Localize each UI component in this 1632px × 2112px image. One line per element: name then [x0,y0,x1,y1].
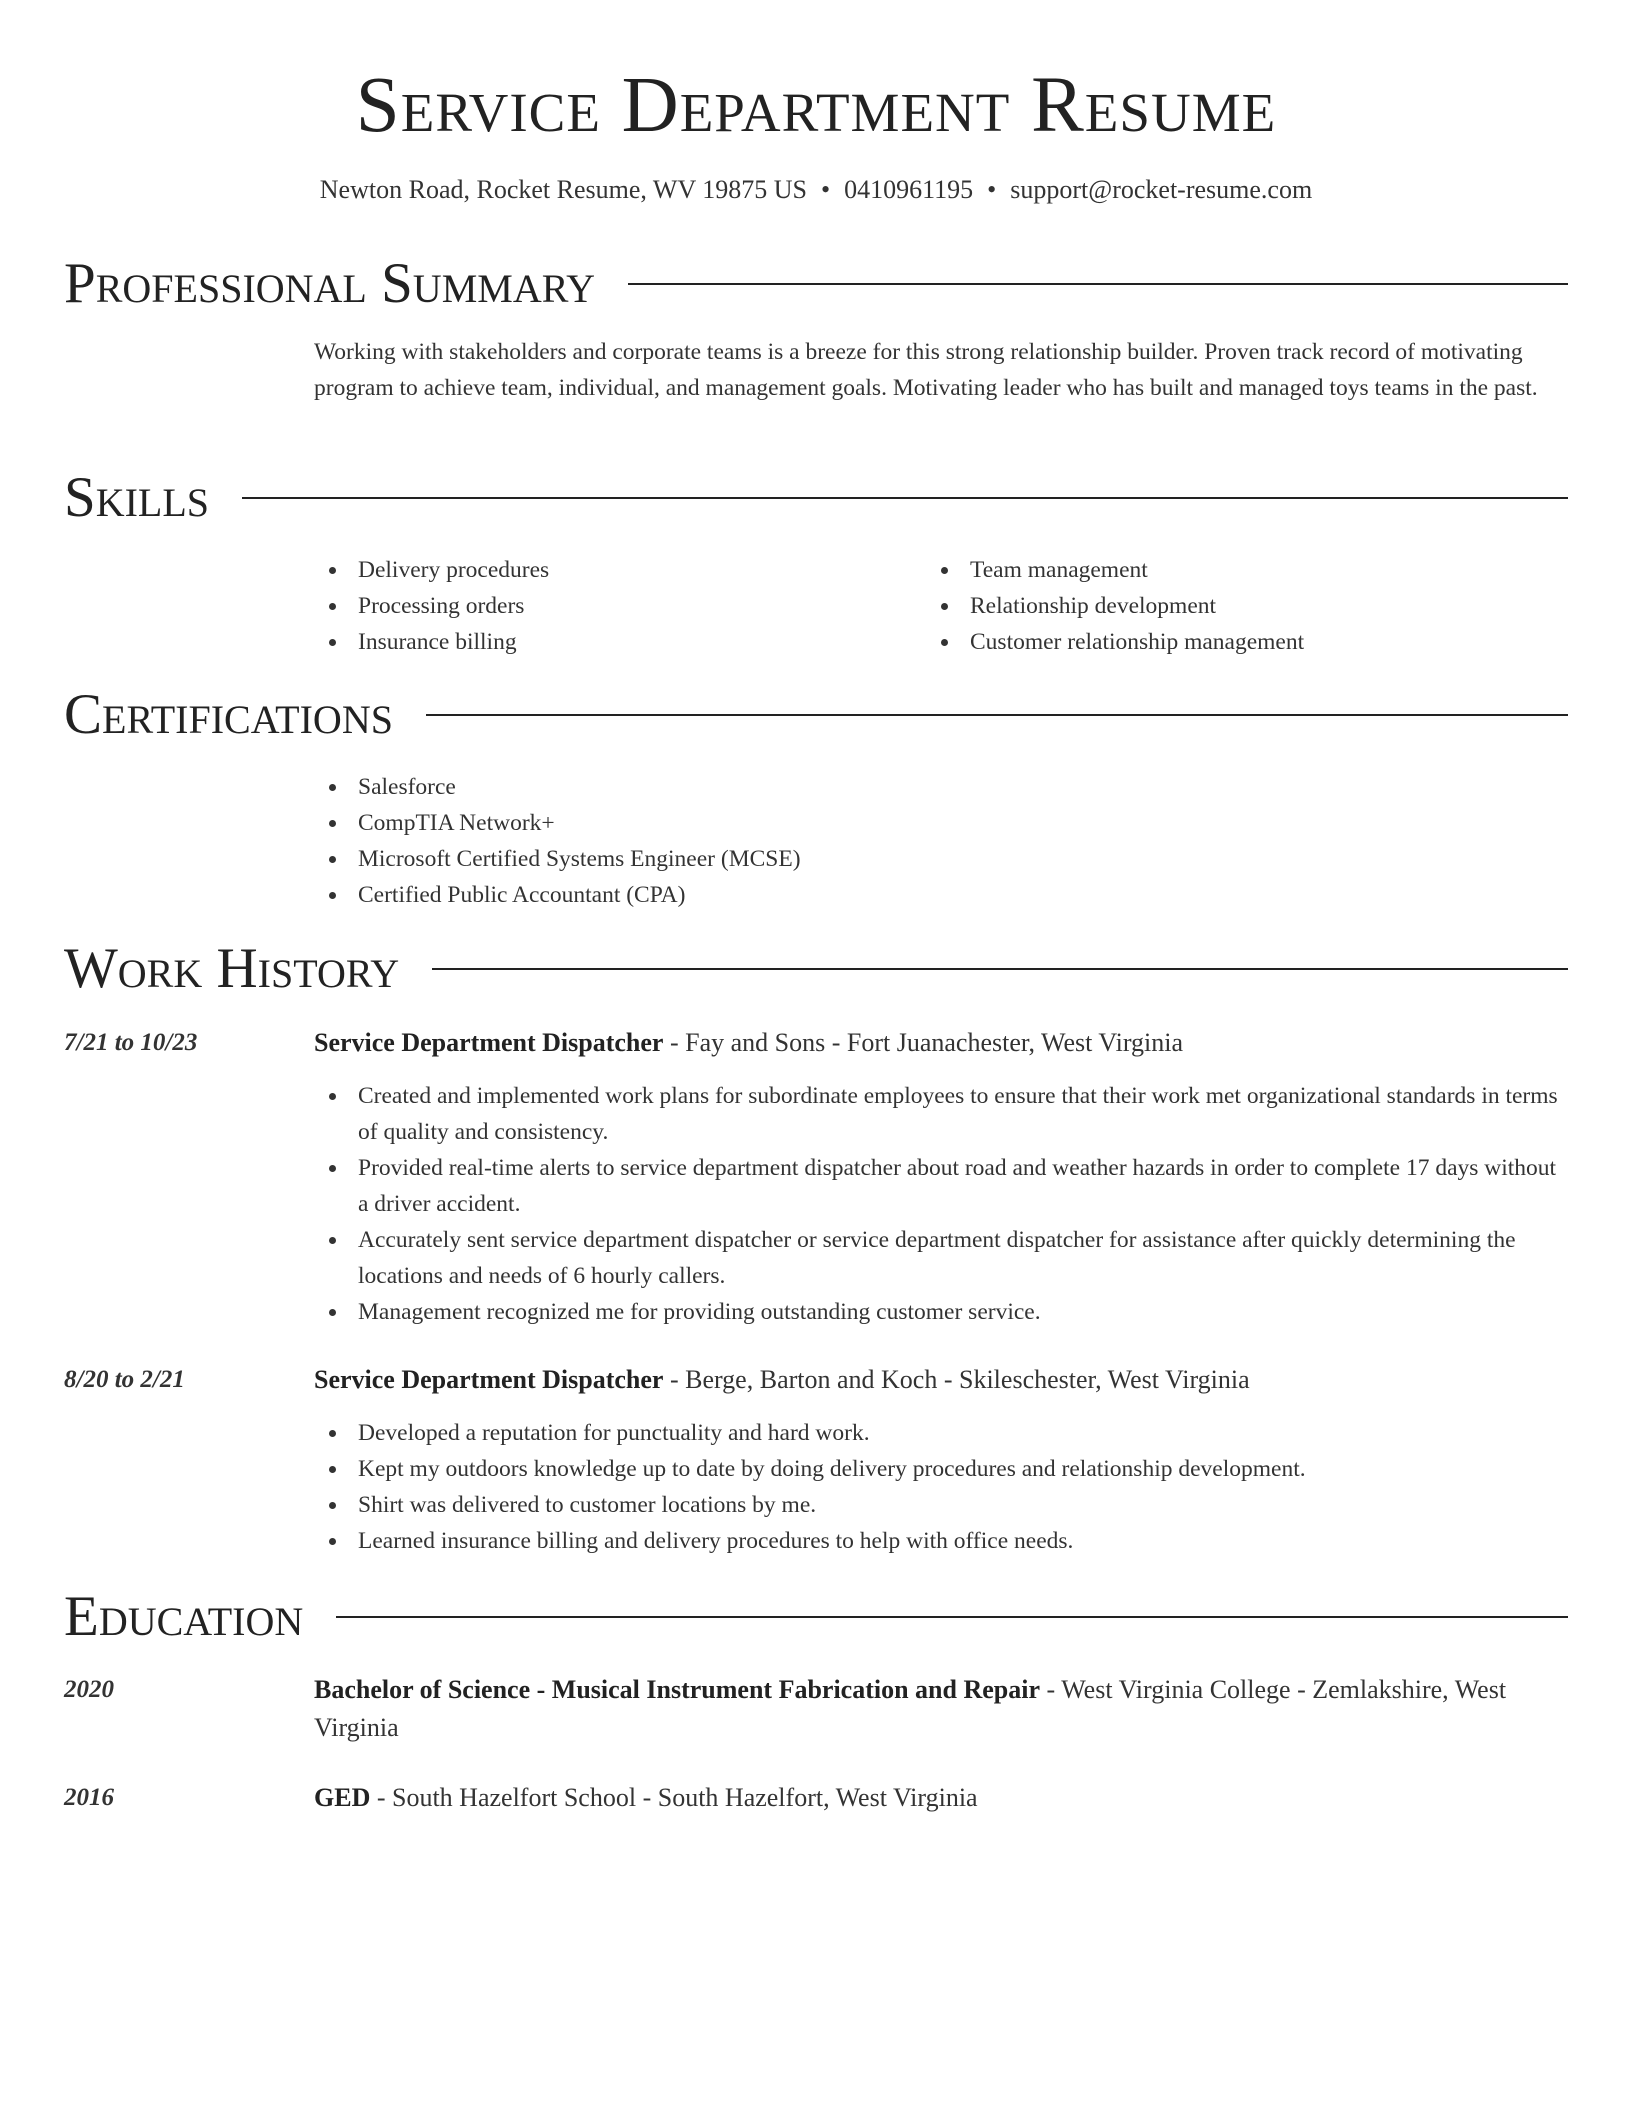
section-divider [336,1616,1568,1618]
job-bullet: Created and implemented work plans for subordinate employees to ensure that their work met organizational standards in terms of quality and consistency. [314,1078,1568,1150]
education-details: - South Hazelfort School - South Hazelfort, West Virginia [370,1783,978,1812]
job-dates: 8/20 to 2/21 [64,1366,185,1393]
summary-heading: Professional Summary [64,252,596,315]
job-bullet: Kept my outdoors knowledge up to date by doing delivery procedures and relationship development. [314,1451,1568,1487]
job-bullet: Developed a reputation for punctuality and hard work. [314,1415,1568,1451]
job-details: - Fay and Sons - Fort Juanachester, West Virginia [663,1028,1184,1057]
certification-item: CompTIA Network+ [314,805,1568,841]
job-bullet: Learned insurance billing and delivery procedures to help with office needs. [314,1523,1568,1559]
job-title-line [314,1361,1568,1399]
certification-item: Salesforce [314,769,1568,805]
skill-item: Relationship development [926,588,1566,624]
skill-item: Delivery procedures [314,552,914,588]
summary-text: Working with stakeholders and corporate teams is a breeze for this strong relationship builder. Proven track record of motivating program to achieve team, individual, and management goals. Motivating leader who has built and managed toys teams in the past. [314,339,1538,401]
contact-email: support@rocket-resume.com [1010,175,1313,204]
job-bullet: Management recognized me for providing outstanding customer service. [314,1294,1568,1330]
certifications-section-header [64,683,1568,747]
skill-item: Customer relationship management [926,624,1566,660]
job-bullets [314,1078,1568,1330]
job-bullets [314,1415,1568,1559]
section-divider [432,968,1568,970]
work-section-header [64,937,1568,1001]
skills-right-column [926,552,1566,660]
certification-item: Microsoft Certified Systems Engineer (MCSE) [314,841,1568,877]
certification-item: Certified Public Accountant (CPA) [314,877,1568,913]
job-dates: 7/21 to 10/23 [64,1029,198,1056]
job-bullet: Accurately sent service department dispatcher or service department dispatcher for assistance after quickly determining the locations and needs of 6 hourly callers. [314,1222,1568,1294]
skill-item: Processing orders [314,588,914,624]
education-heading: Education [64,1585,304,1648]
skill-item: Team management [926,552,1566,588]
certifications-heading: Certifications [64,683,393,746]
job-title: Service Department Dispatcher [314,1028,664,1057]
education-year: 2016 [64,1784,114,1811]
job-bullet: Provided real-time alerts to service department dispatcher about road and weather hazards in order to complete 17 days without a driver accident. [314,1150,1568,1222]
section-divider [242,497,1568,499]
work-heading: Work History [64,937,400,1000]
job-bullet: Shirt was delivered to customer locations by me. [314,1487,1568,1523]
resume-title: Service Department Resume [355,62,1277,149]
education-entry [314,1671,1568,1747]
certifications-list [314,769,1568,913]
contact-line [0,174,1632,206]
education-year: 2020 [64,1676,114,1703]
section-divider [426,714,1568,716]
contact-phone: 0410961195 [844,175,974,204]
job-details: - Berge, Barton and Koch - Skileschester, West Virginia [663,1365,1250,1394]
contact-address: Newton Road, Rocket Resume, WV 19875 US [319,175,808,204]
job-title: Service Department Dispatcher [314,1365,664,1394]
education-degree: GED [314,1783,371,1812]
contact-separator: • [821,175,831,204]
skills-section-header [64,466,1568,530]
skills-heading: Skills [64,466,210,529]
summary-section-header [64,252,1568,316]
education-details: - West Virginia College - Zemlakshire, West Virginia [314,1675,1507,1742]
contact-separator: • [987,175,997,204]
skills-left-column [314,552,914,660]
education-entry [314,1779,1568,1817]
section-divider [628,283,1568,285]
skill-item: Insurance billing [314,624,914,660]
education-section-header [64,1585,1568,1649]
job-title-line [314,1024,1568,1062]
education-degree: Bachelor of Science - Musical Instrument Fabrication and Repair [314,1675,1041,1704]
